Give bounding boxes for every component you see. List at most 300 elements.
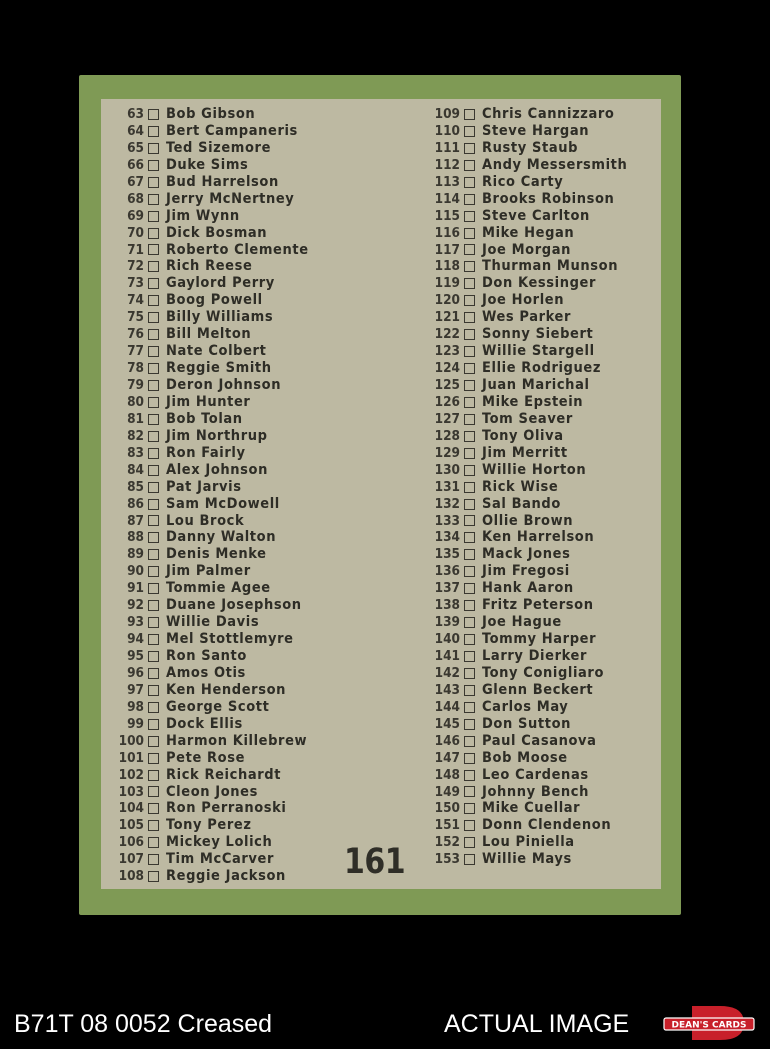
player-name: Rich Reese [166,258,253,275]
checklist-row [424,665,627,682]
checklist-row [108,851,309,868]
checklist-row [108,123,309,140]
card-list-number: 116 [434,224,460,241]
checkbox-icon [464,837,475,848]
checklist-row [108,750,309,767]
player-name: Bob Moose [482,749,568,766]
card-list-number: 124 [434,360,460,377]
checkbox-icon [148,685,159,696]
checkbox-icon [148,549,159,560]
checkbox-icon [148,126,159,137]
checklist-row [108,106,309,123]
checkbox-icon [464,600,475,611]
checkbox-icon [148,380,159,391]
card-list-number: 153 [434,851,460,868]
checkbox-icon [464,312,475,323]
checklist-row [424,174,627,191]
player-name: Reggie Smith [166,360,272,377]
checkbox-icon [148,160,159,171]
checklist-row [424,648,627,665]
checklist-row [108,258,309,275]
card-list-number: 142 [434,664,460,681]
card-list-number: 97 [127,681,144,698]
checklist-row [108,479,309,496]
player-name: Amos Otis [166,664,246,681]
checklist-row [424,394,627,411]
card-list-number: 69 [127,207,144,224]
checklist-row [108,546,309,563]
card-list-number: 119 [434,275,460,292]
card-list-number: 92 [127,597,144,614]
checklist-row [108,191,309,208]
card-list-number: 81 [127,410,144,427]
card-list-number: 101 [118,749,144,766]
card-list-number: 128 [434,427,460,444]
checkbox-icon [464,431,475,442]
checkbox-icon [148,278,159,289]
player-name: Ken Henderson [166,681,287,698]
deans-cards-logo [662,1003,756,1043]
card-list-number: 102 [118,766,144,783]
checkbox-icon [148,583,159,594]
checkbox-icon [464,380,475,391]
card-list-number: 79 [127,377,144,393]
checklist-row [108,817,309,834]
checkbox-icon [464,244,475,255]
checkbox-icon [148,600,159,611]
card-list-number: 114 [434,190,460,207]
card-list-number: 80 [127,393,144,410]
checkbox-icon [464,803,475,814]
card-list-number: 87 [127,512,144,529]
checkbox-icon [148,515,159,526]
player-name: Ron Santo [166,648,247,664]
card-list-number: 152 [434,834,460,851]
checkbox-icon [464,160,475,171]
card-list-number: 89 [127,546,144,563]
player-name: Jim Merritt [482,444,568,461]
player-name: Johnny Bench [482,783,590,800]
checkbox-icon [148,244,159,255]
checkbox-icon [464,482,475,493]
checkbox-icon [464,295,475,306]
checkbox-icon [464,346,475,357]
player-name: Mack Jones [482,546,571,563]
player-name: Reggie Jackson [166,868,286,885]
card-list-number: 96 [127,664,144,681]
checklist-row [108,834,309,851]
player-name: Cleon Jones [166,783,258,800]
checkbox-icon [464,634,475,645]
card-list-number: 109 [434,106,460,122]
checklist-row [108,800,309,817]
checklist-row [424,106,627,123]
card-list-number: 67 [127,173,144,190]
checklist-row [108,394,309,411]
checkbox-icon [148,532,159,543]
card-list-number: 112 [434,156,460,173]
player-name: Pat Jarvis [166,478,242,495]
card-list-number: 127 [434,410,460,427]
player-name: Tim McCarver [166,851,275,868]
player-name: Steve Carlton [482,207,590,224]
player-name: Willie Stargell [482,343,595,360]
player-name: Paul Casanova [482,732,597,749]
player-name: George Scott [166,698,270,715]
checklist-row [108,529,309,546]
checkbox-icon [464,770,475,781]
player-name: Andy Messersmith [482,156,628,173]
player-name: Ollie Brown [482,512,574,529]
checklist-row [424,784,627,801]
checklist-row [424,123,627,140]
player-name: Fritz Peterson [482,597,594,614]
card-list-number: 123 [434,343,460,360]
checklist-row [108,208,309,225]
checkbox-icon [148,803,159,814]
checkbox-icon [148,482,159,493]
card-list-number: 82 [127,427,144,444]
card-list-number: 140 [434,631,460,648]
checklist-row [424,817,627,834]
card-list-number: 108 [118,868,144,885]
card-list-number: 133 [434,512,460,529]
checklist-row [108,682,309,699]
checklist-row [108,411,309,428]
checklist-row [108,716,309,733]
player-name: Roberto Clemente [166,241,309,258]
player-name: Ted Sizemore [166,139,272,156]
checkbox-icon [148,837,159,848]
checkbox-icon [148,228,159,239]
card-list-number: 141 [434,648,460,664]
card-list-number: 91 [127,580,144,597]
player-name: Billy Williams [166,309,274,326]
player-name: Tom Seaver [482,410,573,427]
checklist-row [108,242,309,259]
card-list-number: 117 [434,241,460,258]
checklist-row [424,851,627,868]
card-list-number: 77 [127,343,144,360]
checklist-row [424,800,627,817]
checkbox-icon [148,109,159,120]
card-list-number: 106 [118,834,144,851]
checklist-row [424,377,627,394]
checklist-row [108,631,309,648]
player-name: Duane Josephson [166,597,302,614]
checklist-row [424,275,627,292]
checkbox-icon [148,261,159,272]
player-name: Duke Sims [166,156,249,173]
player-name: Tony Oliva [482,427,564,444]
card-list-number: 131 [434,478,460,495]
card-number: 161 [344,842,406,883]
player-name: Jim Hunter [166,393,251,410]
checklist-row [424,343,627,360]
checklist-row [424,258,627,275]
checklist-row [424,496,627,513]
checklist-row [424,411,627,428]
checklist-row [108,784,309,801]
checklist-row [424,479,627,496]
checklist-row [108,767,309,784]
card-list-number: 151 [434,817,460,834]
card-list-number: 115 [434,207,460,224]
checklist-row [424,767,627,784]
checklist-row [424,513,627,530]
checklist-row [424,242,627,259]
player-name: Leo Cardenas [482,766,589,783]
card-list-number: 90 [127,563,144,580]
checklist-row [424,631,627,648]
checkbox-icon [464,549,475,560]
caption-actual-image: ACTUAL IMAGE [444,1010,630,1038]
player-name: Sam McDowell [166,495,280,512]
player-name: Jim Northrup [166,427,268,444]
card-list-number: 63 [127,106,144,122]
card-list-number: 118 [434,258,460,275]
checklist-row [108,428,309,445]
checklist-row [108,580,309,597]
checklist-left-column [108,106,309,885]
player-name: Rusty Staub [482,139,579,156]
card-list-number: 126 [434,393,460,410]
checkbox-icon [464,143,475,154]
player-name: Danny Walton [166,529,277,546]
checklist-row [108,496,309,513]
card-list-number: 121 [434,309,460,326]
checkbox-icon [148,753,159,764]
checklist-row [424,462,627,479]
player-name: Larry Dierker [482,648,587,664]
checklist-row [424,834,627,851]
checkbox-icon [148,634,159,645]
checkbox-icon [464,211,475,222]
checklist-row [424,529,627,546]
player-name: Gaylord Perry [166,275,275,292]
checklist-row [108,309,309,326]
player-name: Sal Bando [482,495,561,512]
player-name: Pete Rose [166,749,246,766]
card-list-number: 143 [434,681,460,698]
player-name: Nate Colbert [166,343,267,360]
checklist-row [108,377,309,394]
checkbox-icon [148,143,159,154]
checkbox-icon [148,346,159,357]
card-list-number: 139 [434,614,460,631]
player-name: Jerry McNertney [166,190,295,207]
checklist-row [108,157,309,174]
player-name: Bob Tolan [166,410,243,427]
player-name: Brooks Robinson [482,190,615,207]
card-list-number: 68 [127,190,144,207]
checklist-row [108,292,309,309]
checkbox-icon [464,566,475,577]
checkbox-icon [464,363,475,374]
checklist-row [424,733,627,750]
checkbox-icon [464,685,475,696]
checklist-row [108,597,309,614]
checklist-row [424,546,627,563]
player-name: Mel Stottlemyre [166,631,294,648]
card-list-number: 107 [118,851,144,868]
checkbox-icon [464,499,475,510]
checklist-row [424,208,627,225]
card-list-number: 83 [127,444,144,461]
card-list-number: 113 [434,173,460,190]
checklist-row [108,868,309,885]
checklist-row [424,326,627,343]
card-list-number: 122 [434,326,460,343]
player-name: Bob Gibson [166,106,256,122]
checklist-row [108,140,309,157]
card-list-number: 72 [127,258,144,275]
player-name: Don Kessinger [482,275,597,292]
card-list-number: 74 [127,292,144,309]
checkbox-icon [464,532,475,543]
checkbox-icon [148,295,159,306]
checkbox-icon [148,854,159,865]
card-list-number: 130 [434,461,460,478]
card-list-number: 120 [434,292,460,309]
checkbox-icon [148,211,159,222]
player-name: Tony Perez [166,817,252,834]
player-name: Wes Parker [482,309,572,326]
card-list-number: 65 [127,139,144,156]
card-list-number: 86 [127,495,144,512]
player-name: Willie Davis [166,614,260,631]
player-name: Alex Johnson [166,461,268,478]
player-name: Jim Fregosi [482,563,570,580]
player-name: Joe Morgan [482,241,572,258]
checklist-row [424,597,627,614]
checklist-row [424,292,627,309]
player-name: Bert Campaneris [166,122,298,139]
checklist-row [108,174,309,191]
checkbox-icon [148,414,159,425]
checklist-row [424,682,627,699]
card-list-number: 99 [127,715,144,732]
checkbox-icon [148,786,159,797]
player-name: Deron Johnson [166,377,282,393]
caption-card-id: B71T 08 0052 Creased [14,1010,273,1038]
checkbox-icon [464,736,475,747]
checkbox-icon [464,465,475,476]
player-name: Dick Bosman [166,224,268,241]
player-name: Donn Clendenon [482,817,612,834]
player-name: Denis Menke [166,546,267,563]
card-list-number: 71 [127,241,144,258]
checkbox-icon [148,465,159,476]
card-list-number: 132 [434,495,460,512]
player-name: Mike Hegan [482,224,575,241]
checklist-row [424,225,627,242]
checkbox-icon [464,448,475,459]
card-list-number: 150 [434,800,460,817]
player-name: Tommy Harper [482,631,597,648]
player-name: Willie Mays [482,851,572,868]
card-list-number: 94 [127,631,144,648]
card-list-number: 95 [127,648,144,664]
checkbox-icon [464,397,475,408]
checklist-row [108,648,309,665]
checklist-row [108,445,309,462]
checklist-row [108,275,309,292]
player-name: Bud Harrelson [166,173,279,190]
checkbox-icon [148,448,159,459]
player-name: Hank Aaron [482,580,574,597]
checkbox-icon [464,617,475,628]
checkbox-icon [464,854,475,865]
player-name: Mike Cuellar [482,800,581,817]
checkbox-icon [148,820,159,831]
player-name: Mike Epstein [482,393,584,410]
card-list-number: 75 [127,309,144,326]
player-name: Rick Wise [482,478,559,495]
player-name: Ken Harrelson [482,529,595,546]
player-name: Sonny Siebert [482,326,594,343]
player-name: Joe Horlen [482,292,565,309]
checklist-row [424,157,627,174]
card-list-number: 134 [434,529,460,546]
card-list-number: 66 [127,156,144,173]
player-name: Boog Powell [166,292,263,309]
checklist-row [108,733,309,750]
card-list-number: 93 [127,614,144,631]
player-name: Carlos May [482,698,569,715]
checklist-row [424,191,627,208]
card-list-number: 103 [118,783,144,800]
card-list-number: 129 [434,444,460,461]
card-list-number: 137 [434,580,460,597]
card-list-number: 98 [127,698,144,715]
player-name: Ellie Rodriguez [482,360,602,377]
card-list-number: 148 [434,766,460,783]
checkbox-icon [464,126,475,137]
checklist-row [108,343,309,360]
player-name: Steve Hargan [482,122,590,139]
checkbox-icon [464,651,475,662]
player-name: Lou Piniella [482,834,575,851]
checkbox-icon [464,786,475,797]
checkbox-icon [464,109,475,120]
checklist-row [424,140,627,157]
checkbox-icon [148,363,159,374]
card-list-number: 111 [434,139,460,156]
checklist-row [108,225,309,242]
player-name: Chris Cannizzaro [482,106,615,122]
checkbox-icon [148,871,159,882]
checklist-row [108,513,309,530]
checkbox-icon [464,668,475,679]
checklist-row [424,563,627,580]
checkbox-icon [148,499,159,510]
logo-text: DEAN'S CARDS [671,1020,747,1031]
checklist-row [108,699,309,716]
checkbox-icon [148,702,159,713]
player-name: Jim Wynn [166,207,240,224]
player-name: Tony Conigliaro [482,664,605,681]
player-name: Glenn Beckert [482,681,594,698]
checkbox-icon [148,177,159,188]
checkbox-icon [464,753,475,764]
player-name: Dock Ellis [166,715,243,732]
card-list-number: 104 [118,800,144,817]
card-list-number: 105 [118,817,144,834]
checkbox-icon [148,617,159,628]
checklist-row [108,326,309,343]
card-list-number: 149 [434,783,460,800]
